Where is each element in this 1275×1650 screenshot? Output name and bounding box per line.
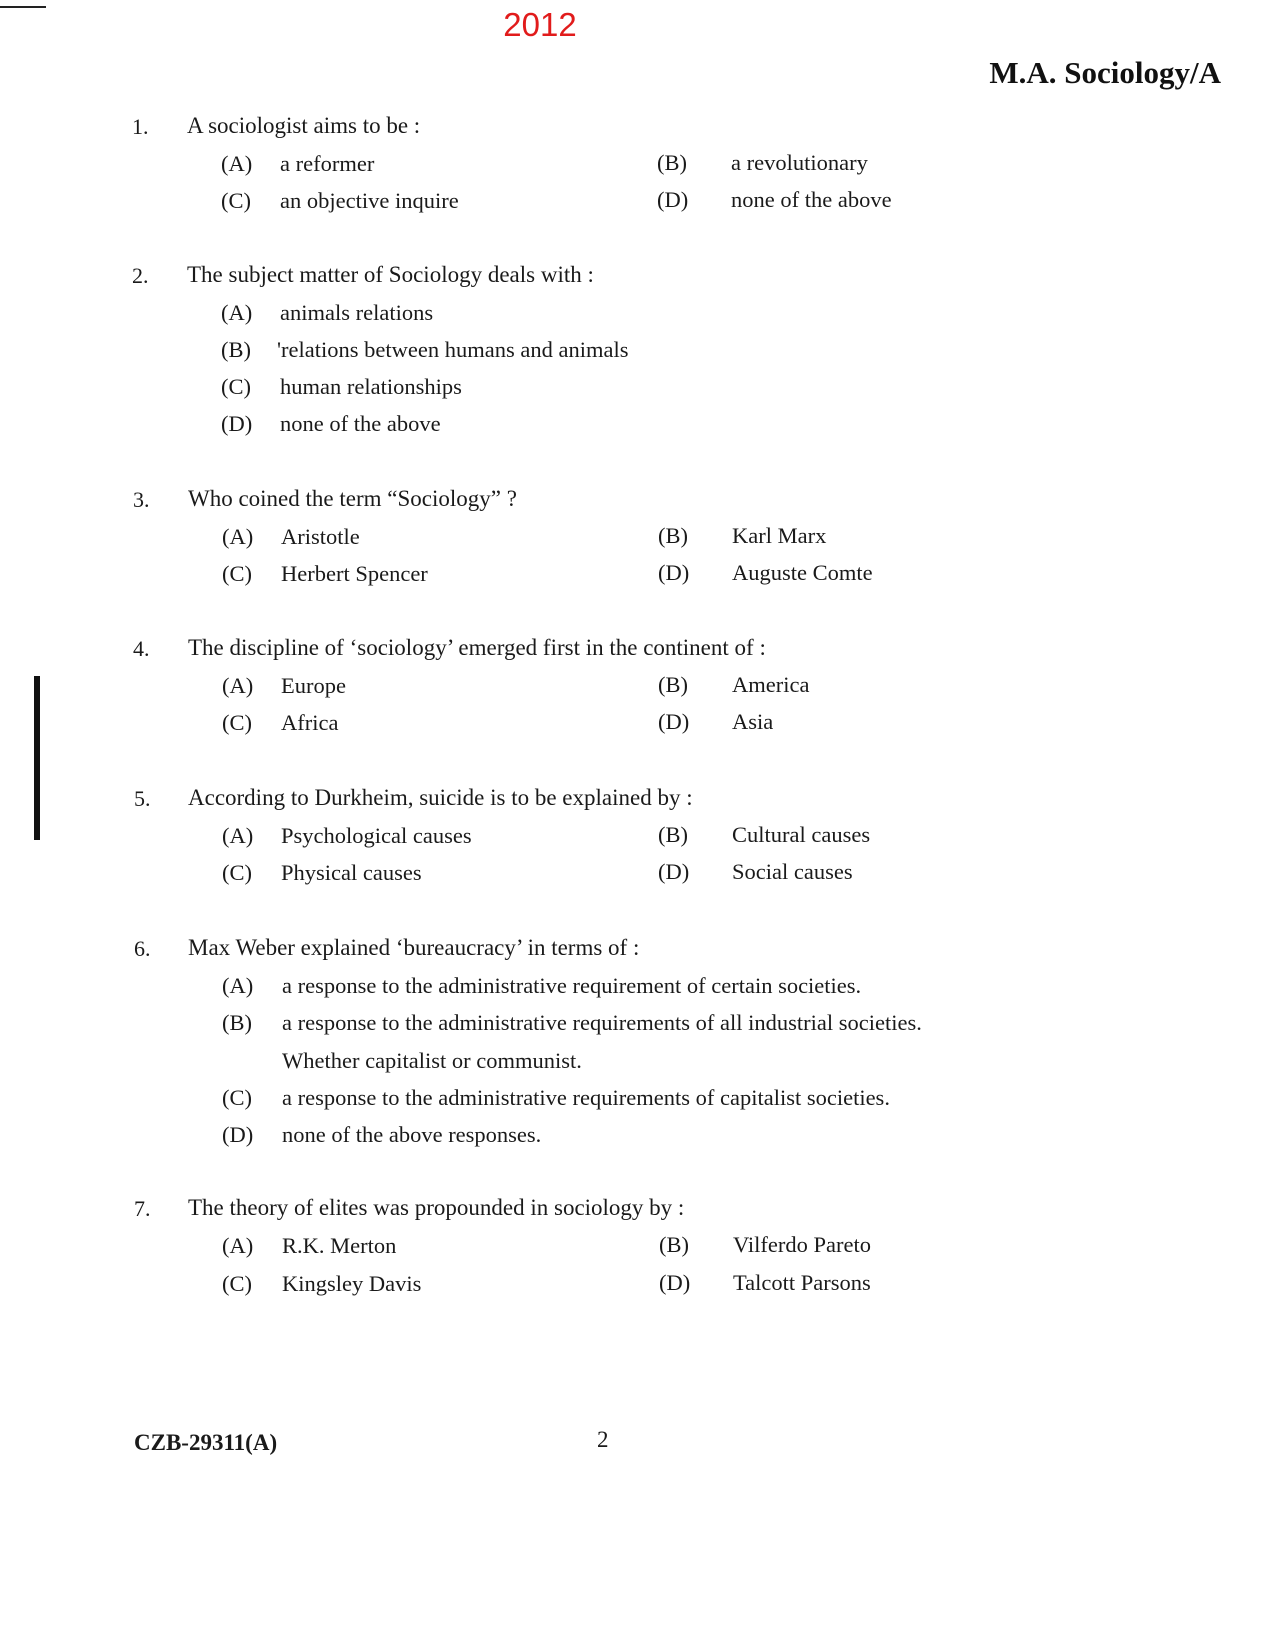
question-text: The theory of elites was propounded in sociology by : (188, 1195, 685, 1220)
option-label: (C) (222, 710, 252, 735)
option-text: Karl Marx (732, 523, 827, 548)
question-number: 6. (134, 936, 151, 961)
option-text: none of the above (731, 187, 892, 212)
question-text: The discipline of ‘sociology’ emerged first in the continent of : (188, 635, 766, 660)
option-label: (D) (659, 1270, 691, 1295)
option-label: (B) (221, 337, 251, 362)
watermark-year: 2012 (503, 6, 577, 43)
option-text: Psychological causes (281, 823, 472, 848)
option-label: (B) (658, 672, 688, 697)
option-text: a reformer (280, 151, 375, 176)
side-scan-bar (34, 676, 40, 840)
question-number: 3. (133, 487, 150, 512)
option-text: Africa (281, 710, 339, 735)
page-number: 2 (597, 1427, 609, 1452)
option-text: America (732, 672, 810, 697)
option-label: (C) (221, 374, 251, 399)
option-label: (D) (658, 709, 690, 734)
option-text: Cultural causes (732, 822, 871, 847)
option-label: (C) (222, 1085, 252, 1110)
option-label: (A) (222, 823, 254, 848)
question-text: The subject matter of Sociology deals with : (187, 262, 594, 287)
option-text: R.K. Merton (282, 1233, 397, 1258)
option-text: Aristotle (281, 524, 360, 549)
option-label: (C) (222, 561, 252, 586)
option-label: (A) (222, 673, 254, 698)
question-number: 1. (132, 114, 149, 139)
option-label: (A) (221, 151, 253, 176)
question-number: 5. (134, 786, 151, 811)
page-title: M.A. Sociology/A (989, 55, 1221, 90)
option-text: a response to the administrative requirements of all industrial societies. (282, 1010, 922, 1035)
option-label: (D) (658, 560, 690, 585)
option-text: Talcott Parsons (733, 1270, 871, 1295)
question-number: 2. (132, 263, 149, 288)
option-text: none of the above (280, 411, 441, 436)
option-label: (B) (658, 822, 688, 847)
option-label: (B) (659, 1232, 689, 1257)
option-label: (D) (658, 859, 690, 884)
option-label: (C) (221, 188, 251, 213)
option-label: (D) (222, 1122, 254, 1147)
option-text: none of the above responses. (282, 1122, 542, 1147)
option-text: human relationships (280, 374, 462, 399)
option-text: 'relations between humans and animals (277, 337, 629, 362)
option-text: Europe (281, 673, 346, 698)
paper-code: CZB-29311(A) (134, 1430, 278, 1455)
option-text: a revolutionary (731, 150, 868, 175)
option-text: animals relations (280, 300, 434, 325)
option-label: (B) (657, 150, 687, 175)
question-number: 4. (133, 636, 150, 661)
option-text-continuation: Whether capitalist or communist. (282, 1048, 582, 1073)
option-label: (B) (222, 1010, 252, 1035)
option-text: a response to the administrative requirements of capitalist societies. (282, 1085, 890, 1110)
question-text: Max Weber explained ‘bureaucracy’ in terms of : (188, 935, 640, 960)
option-label: (B) (658, 523, 688, 548)
option-text: Physical causes (281, 860, 422, 885)
option-text: Herbert Spencer (281, 561, 428, 586)
option-label: (A) (222, 524, 254, 549)
option-text: an objective inquire (280, 188, 459, 213)
question-text: According to Durkheim, suicide is to be explained by : (188, 785, 693, 810)
question-text: A sociologist aims to be : (187, 113, 421, 138)
option-label: (C) (222, 860, 252, 885)
option-text: Social causes (732, 859, 853, 884)
question-number: 7. (134, 1196, 151, 1221)
option-text: Asia (732, 709, 774, 734)
option-text: a response to the administrative requirement of certain societies. (282, 973, 862, 998)
option-label: (A) (221, 300, 253, 325)
option-label: (A) (222, 1233, 254, 1258)
question-text: Who coined the term “Sociology” ? (188, 486, 517, 511)
option-text: Auguste Comte (732, 560, 873, 585)
option-text: Kingsley Davis (282, 1271, 422, 1296)
option-text: Vilferdo Pareto (733, 1232, 871, 1257)
option-label: (D) (221, 411, 253, 436)
option-label: (C) (222, 1271, 252, 1296)
option-label: (D) (657, 187, 689, 212)
option-label: (A) (222, 973, 254, 998)
